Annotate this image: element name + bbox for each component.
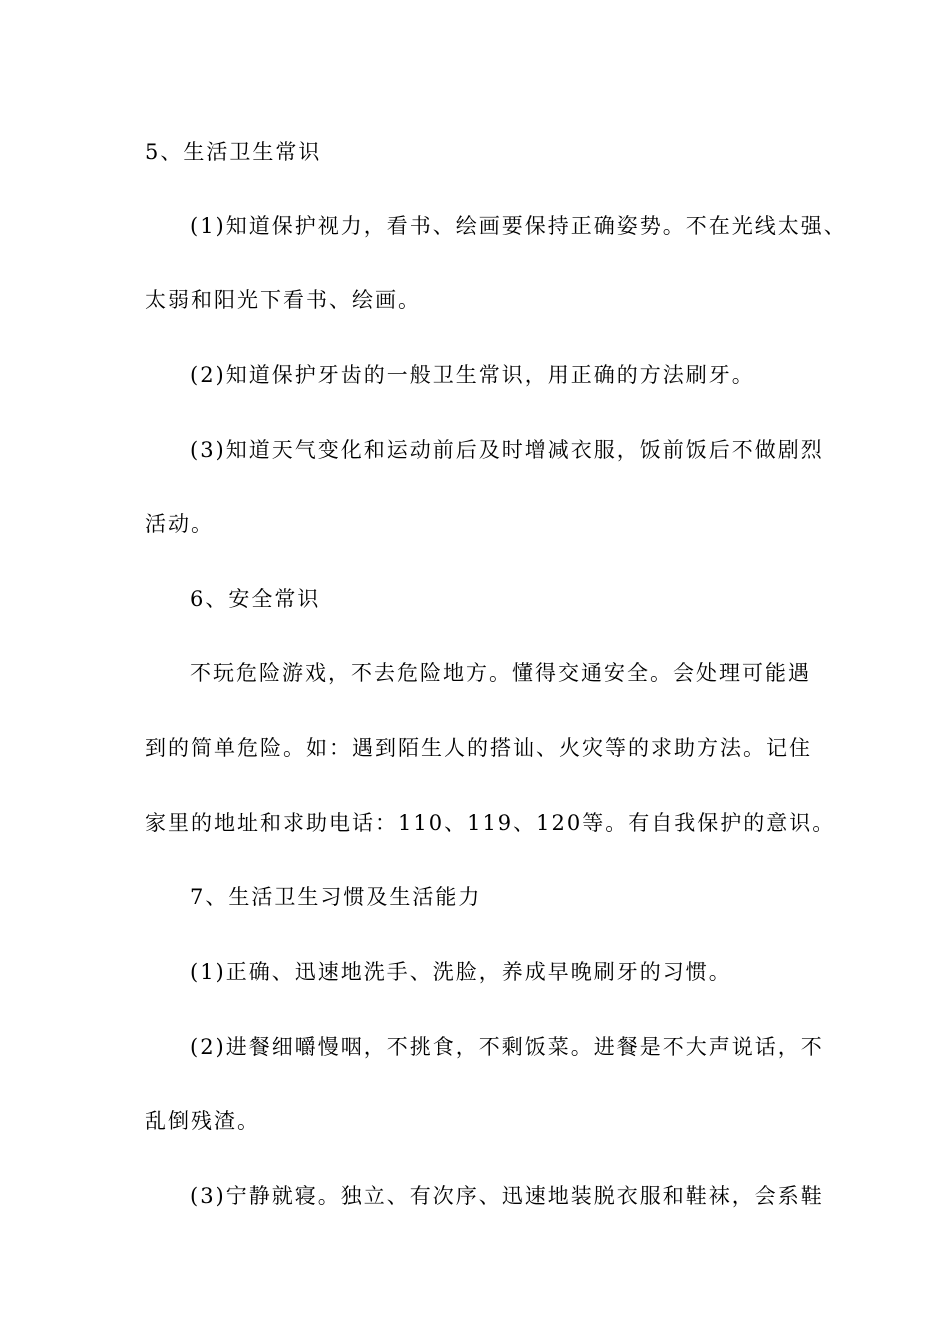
paragraph-line: (1)知道保护视力，看书、绘画要保持正确姿势。不在光线太强、 xyxy=(190,214,847,238)
section-heading-hygiene: 5、生活卫生常识 xyxy=(145,140,322,164)
paragraph-line: (3)宁静就寝。独立、有次序、迅速地装脱衣服和鞋袜，会系鞋 xyxy=(190,1184,824,1208)
paragraph-line: 乱倒残渣。 xyxy=(145,1109,260,1133)
paragraph-line: 不玩危险游戏，不去危险地方。懂得交通安全。会处理可能遇 xyxy=(190,661,811,685)
section-heading-habits: 7、生活卫生习惯及生活能力 xyxy=(190,885,482,909)
paragraph-line: (1)正确、迅速地洗手、洗脸，养成早晚刷牙的习惯。 xyxy=(190,960,732,984)
paragraph-line: 到的简单危险。如：遇到陌生人的搭讪、火灾等的求助方法。记住 xyxy=(145,736,812,760)
paragraph-line: 太弱和阳光下看书、绘画。 xyxy=(145,288,421,312)
paragraph-line: (2)知道保护牙齿的一般卫生常识，用正确的方法刷牙。 xyxy=(190,363,755,387)
paragraph-line: (3)知道天气变化和运动前后及时增减衣服，饭前饭后不做剧烈 xyxy=(190,438,824,462)
paragraph-line: 活动。 xyxy=(145,512,214,536)
paragraph-line: 家里的地址和求助电话：110、119、120等。有自我保护的意识。 xyxy=(145,811,836,835)
paragraph-line: (2)进餐细嚼慢咽，不挑食，不剩饭菜。进餐是不大声说话，不 xyxy=(190,1035,824,1059)
section-heading-safety: 6、安全常识 xyxy=(190,587,321,611)
